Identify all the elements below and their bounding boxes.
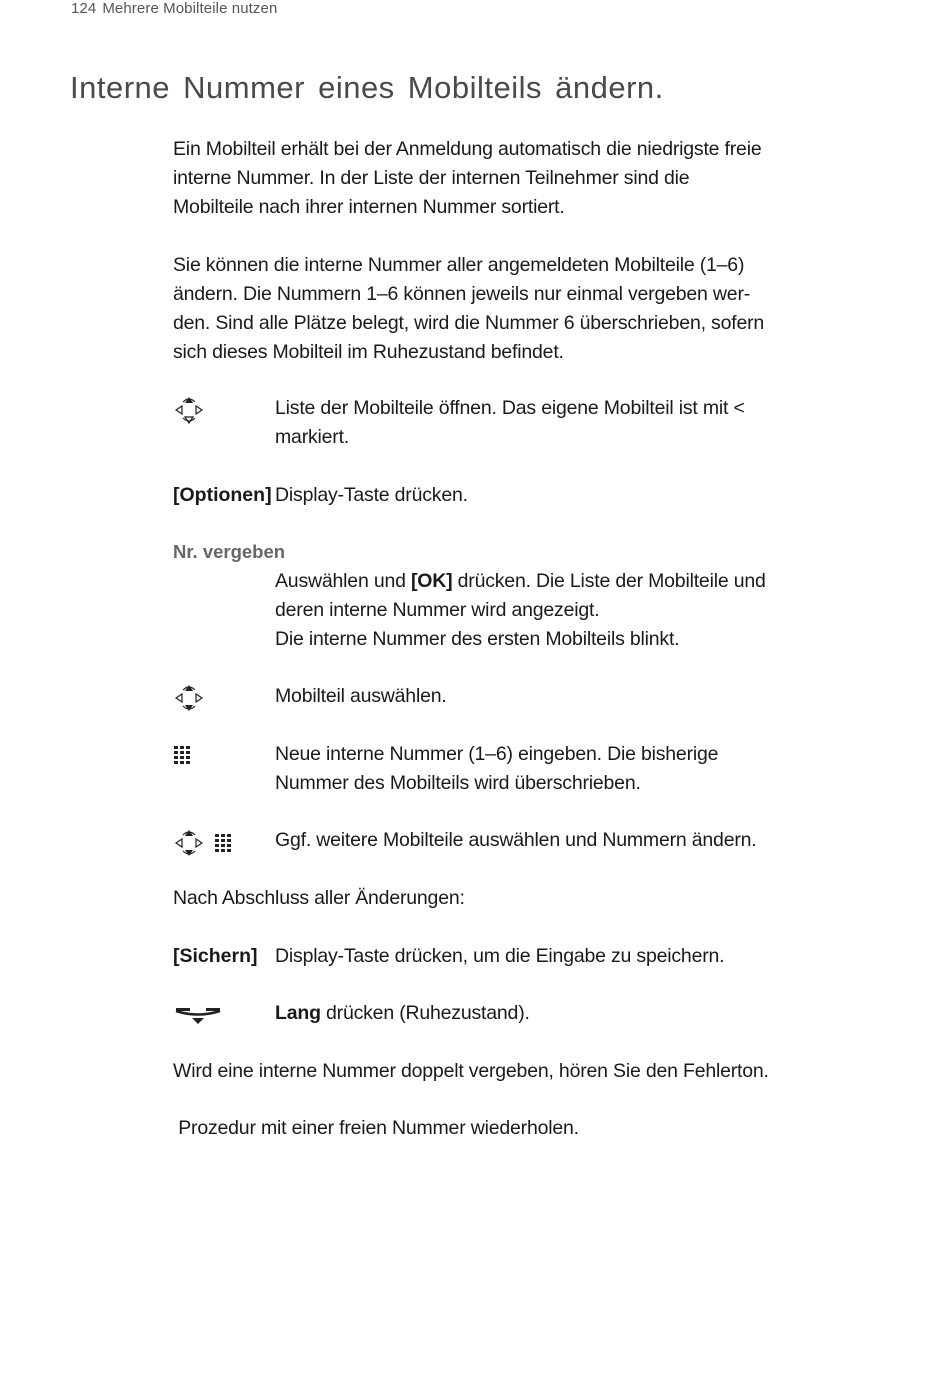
step-enter-text: Neue interne Nummer (1–6) eingeben. Die bisherige Nummer des Mobilteils wird überschrieben. [275, 743, 719, 794]
end-call-key-icon [173, 1002, 223, 1026]
step-end-text: Lang drücken (Ruhezustand). [275, 1002, 530, 1024]
step-select-text: Mobilteil auswählen. [275, 685, 447, 707]
page-number: 124 [71, 0, 97, 17]
closing-note-2: Prozedur mit einer freien Nummer wiederholen. [173, 1117, 579, 1139]
options-softkey: [Optionen] [173, 484, 272, 506]
ok-key-label: [OK] [410, 570, 453, 592]
intro-paragraph-2: Sie können die interne Nummer aller angemeldeten Mobilteile (1–6) ändern. Die Nummern 1–6 können jeweils nur einmal vergeben wer-den. Sind alle Plätze belegt, wird die Nummer 6 überschrieben, sofern sich dieses Mobilteil im Ruhezustand befindet. [173, 254, 765, 363]
control-key-up-icon [173, 396, 205, 424]
intro-paragraph-1: Ein Mobilteil erhält bei der Anmeldung automatisch die niedrigste freie interne Nummer. In der Liste der internen Teilnehmer sind die Mobilteile nach ihrer internen Nummer sortiert. [173, 138, 762, 218]
step-assign-text: Auswählen und [OK] drücken. Die Liste der Mobilteile und deren interne Nummer wird angezeigt. [275, 570, 766, 621]
page-header [71, 0, 277, 17]
save-softkey: [Sichern] [173, 945, 258, 967]
menu-item-assign-number: Nr. vergeben [173, 541, 286, 562]
keypad-icon [173, 745, 191, 765]
section-title: Mehrere Mobilteile nutzen [102, 0, 278, 17]
control-key-updown-icon [173, 684, 205, 712]
step-more-text: Ggf. weitere Mobilteile auswählen und Nummern ändern. [275, 829, 757, 851]
closing-note-1: Wird eine interne Nummer doppelt vergeben, hören Sie den Fehlerton. [173, 1060, 769, 1082]
control-key-updown-icon [173, 829, 205, 857]
step-assign-text-line2: Die interne Nummer des ersten Mobilteils blinkt. [275, 628, 680, 650]
step-options-text: Display-Taste drücken. [275, 484, 468, 506]
step-save-text: Display-Taste drücken, um die Eingabe zu speichern. [275, 945, 725, 967]
step-open-list-text: Liste der Mobilteile öffnen. Das eigene Mobilteil ist mit < markiert. [275, 397, 745, 448]
after-changes-text: Nach Abschluss aller Änderungen: [173, 887, 465, 909]
keypad-icon [214, 833, 232, 853]
page-title: Interne Nummer eines Mobilteils ändern. [70, 70, 664, 105]
